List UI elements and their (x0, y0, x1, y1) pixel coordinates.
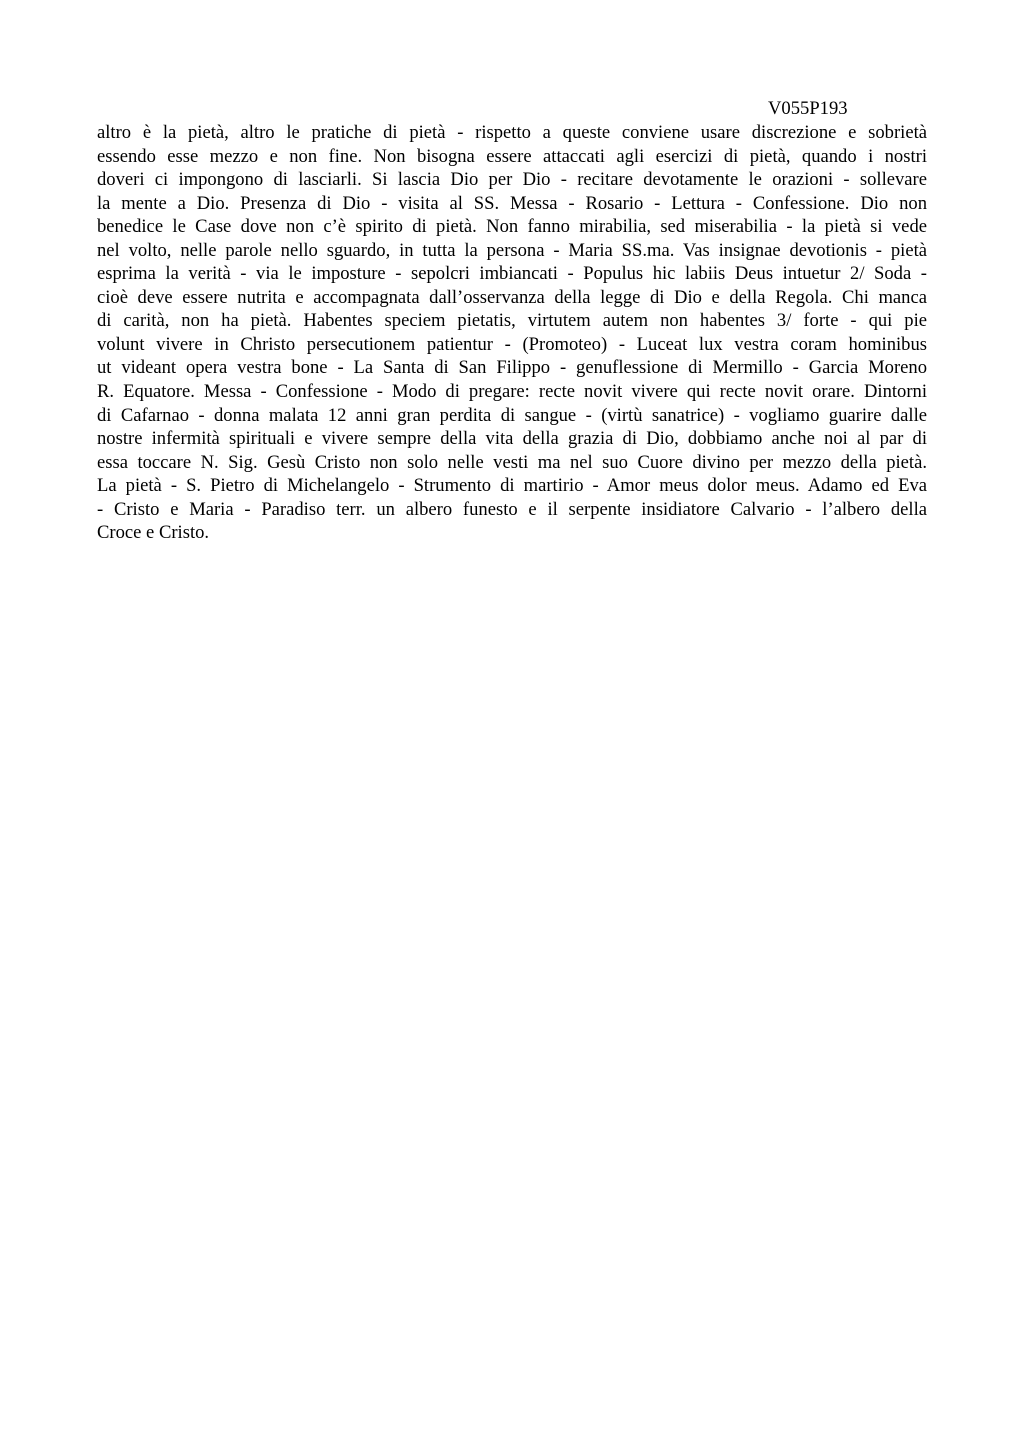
text-line: di carità, non ha pietà. Habentes speciem pietatis, virtutem autem non habentes 3/ forte - qui pie (97, 310, 927, 332)
text-line: benedice le Case dove non c’è spirito di pietà. Non fanno mirabilia, sed miserabilia - la pietà si vede (97, 216, 927, 238)
text-line: esprima la verità - via le imposture - sepolcri imbiancati - Populus hic labiis Deus intuetur 2/ Soda - (97, 263, 927, 285)
text-line: ut videant opera vestra bone - La Santa di San Filippo - genuflessione di Mermillo - Garcia Moreno (97, 357, 927, 379)
text-line: La pietà - S. Pietro di Michelangelo - Strumento di martirio - Amor meus dolor meus. Adamo ed Eva (97, 475, 927, 497)
page-identifier: V055P193 (768, 98, 848, 119)
text-line: volunt vivere in Christo persecutionem patientur - (Promoteo) - Luceat lux vestra coram hominibus (97, 333, 927, 355)
text-line: nostre infermità spirituali e vivere sempre della vita della grazia di Dio, dobbiamo anche noi al par di (97, 428, 927, 450)
text-line: doveri ci impongono di lasciarli. Si lascia Dio per Dio - recitare devotamente le orazioni - sollevare (97, 169, 927, 191)
text-line: la mente a Dio. Presenza di Dio - visita al SS. Messa - Rosario - Lettura - Confessione. Dio non (97, 192, 927, 214)
text-line: Croce e Cristo. (97, 522, 210, 544)
text-line: essendo esse mezzo e non fine. Non bisogna essere attaccati agli esercizi di pietà, quando i nostri (97, 145, 927, 167)
text-line: di Cafarnao - donna malata 12 anni gran perdita di sangue - (virtù sanatrice) - vogliamo guarire dalle (97, 404, 927, 426)
text-line: cioè deve essere nutrita e accompagnata dall’osservanza della legge di Dio e della Regola. Chi manca (97, 286, 927, 308)
text-line: R. Equatore. Messa - Confessione - Modo di pregare: recte novit vivere qui recte novit orare. Dintorni (97, 381, 927, 403)
text-line: nel volto, nelle parole nello sguardo, in tutta la persona - Maria SS.ma. Vas insignae devotionis - pietà (97, 239, 927, 261)
text-line: essa toccare N. Sig. Gesù Cristo non solo nelle vesti ma nel suo Cuore divino per mezzo della pietà. (97, 451, 927, 473)
body-paragraph (97, 121, 927, 545)
text-line: - Cristo e Maria - Paradiso terr. un albero funesto e il serpente insidiatore Calvario - l’albero della (97, 498, 927, 520)
text-line: altro è la pietà, altro le pratiche di pietà - rispetto a queste conviene usare discrezione e sobrietà (97, 122, 927, 143)
